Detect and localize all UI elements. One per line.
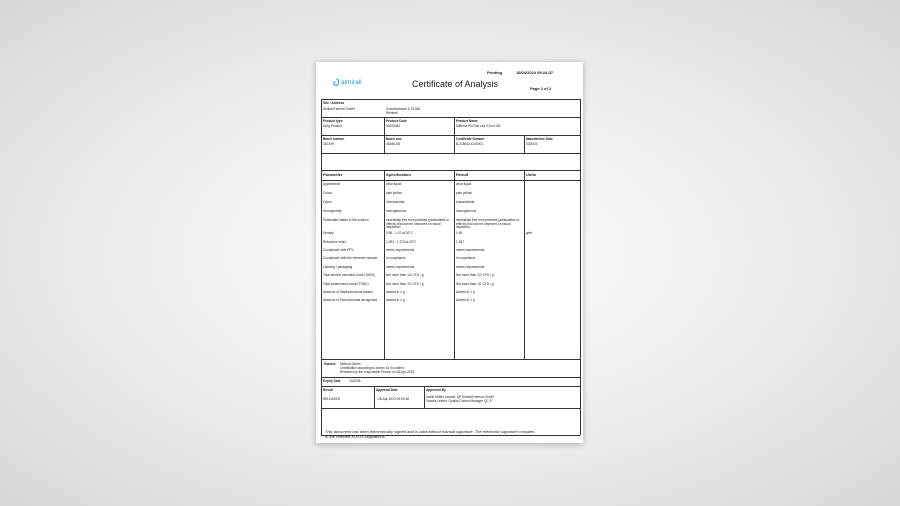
document-title: Certificate of Analysis [412, 79, 499, 89]
results-cell-parameter: Appearance [323, 182, 341, 186]
approval-date-label: Approval Date [376, 388, 398, 392]
notes-line: Certification according to Annex 16 in context [340, 366, 404, 370]
certificate-number-value: B-225642-1140001 [456, 142, 484, 146]
divider [321, 180, 580, 181]
printing-value: 18/04/2024 09:24:37 [516, 70, 554, 75]
results-cell-spec: pale yellow [386, 191, 402, 195]
column-line [424, 386, 425, 408]
results-cell-spec: 0.96 - 1.07 at 20°C [386, 231, 413, 235]
site-address-line1: Scholtzstrasse 3, 21465 [386, 107, 421, 111]
results-cell-result: pale yellow [456, 191, 472, 195]
results-cell-parameter: Absence of Staphylococcus aureus [323, 290, 373, 294]
expiry-date-value: 03/2026 [349, 379, 361, 383]
frame-left [321, 99, 322, 435]
manufacture-date-value: 03/2023 [526, 142, 538, 146]
results-cell-spec: meets requirements [386, 248, 415, 252]
divider [321, 359, 580, 360]
notes-label: Notes: [324, 361, 337, 366]
column-line [454, 170, 455, 359]
results-header-result: Result [456, 172, 469, 177]
site-label: Site / Address [323, 101, 345, 105]
footer-line: This document has been electronically signed and is valid without manual signature. The electronic signature complies [325, 429, 535, 434]
approved-by-line: Katrin Müller-Lewald, QP Almirall Hermal GmbH [426, 395, 494, 399]
results-cell-parameter: Particulate matter in the solution [323, 218, 369, 222]
approved-by-label: Approved By [426, 388, 446, 392]
results-cell-parameter: Homogeneity [323, 209, 342, 213]
footer-line: to the relevant EU/US-regulations [325, 434, 385, 439]
divider [321, 408, 580, 409]
divider [321, 117, 580, 118]
results-cell-result: characteristic [456, 200, 475, 204]
printing-label: Printing [487, 70, 503, 75]
expiry-date-label: Expiry Date [323, 379, 341, 383]
notes-line: Method Series [340, 362, 361, 366]
results-header-units: Units [526, 172, 536, 177]
column-line [374, 386, 375, 408]
page-number: Page 2 of 2 [530, 86, 552, 91]
column-line [524, 135, 525, 153]
results-cell-parameter: Total yeast/mould count (TYMC) [323, 282, 369, 286]
results-cell-parameter: Density [323, 231, 334, 235]
results-cell-spec: Absent in 1 g [386, 298, 405, 302]
product-type-label: Product type [323, 119, 343, 123]
product-name-label: Product Name [456, 119, 478, 123]
results-cell-spec: essentially free from particles (particulates or effects) that can be observed on visual inspection [386, 218, 450, 230]
site-address-line2: Reinbek [386, 111, 398, 115]
results-cell-spec: 1.390 - 1.370 at 20°C [386, 240, 417, 244]
divider [321, 170, 580, 171]
results-cell-result: meets requirements [456, 248, 485, 252]
approved-by-line: Sandra Leitner, Quality Control Manager QC-P [426, 399, 492, 403]
results-cell-result: clear liquid [456, 182, 472, 186]
result-value: RELEASED [323, 397, 341, 401]
results-cell-result: Not more than 10¹ CFU / g [456, 282, 494, 286]
results-cell-result: 0.99 [456, 231, 463, 235]
results-cell-parameter: Absence of Pseudomonas aeruginosa [323, 298, 377, 302]
results-cell-spec: Absent in 1 g [386, 290, 405, 294]
product-code-label: Product Code [386, 119, 407, 123]
divider [321, 153, 580, 154]
results-header-specification: Specification [386, 172, 411, 177]
results-cell-spec: Not more than 10¹ CFU / g [386, 282, 424, 286]
batch-size-value: 46186 UN [386, 142, 401, 146]
results-cell-result: meets requirements [456, 265, 485, 269]
results-cell-result: in compliance [456, 256, 476, 260]
results-cell-spec: Not more than 10² CFU / g [386, 273, 424, 277]
results-cell-parameter: Colour [323, 191, 333, 195]
logo-text: almirall [341, 79, 362, 86]
results-cell-result: Absent in 1 g [456, 290, 475, 294]
batch-number-value: 310209 [323, 142, 334, 146]
batch-number-label: Batch number [323, 137, 345, 141]
results-cell-unit: g/ml [526, 231, 533, 235]
divider [321, 99, 580, 100]
manufacture-date-label: Manufacture Date [526, 137, 553, 141]
certificate-page [316, 62, 583, 443]
results-cell-parameter: Labeling / packaging [323, 265, 353, 269]
results-cell-parameter: Refractive Index [323, 240, 347, 244]
divider [321, 386, 580, 387]
results-cell-spec: characteristic [386, 200, 405, 204]
result-label: Result [323, 388, 333, 392]
column-line [384, 170, 385, 359]
product-code-value: 00000481 [386, 124, 401, 128]
frame-right [580, 99, 581, 435]
results-cell-spec: clear liquid [386, 182, 402, 186]
divider [321, 135, 580, 136]
approval-date-value: 28-Apr-2023 09:09:46 [378, 397, 410, 401]
results-cell-result: Not more than 10² CFU / g [456, 273, 494, 277]
results-cell-spec: meets requirements [386, 265, 415, 269]
results-cell-parameter: Compliance with PPV [323, 248, 354, 252]
product-type-value: Drug Product [323, 124, 342, 128]
results-cell-parameter: Compliance with the reference sample [323, 256, 378, 260]
results-cell-parameter: Total aerobic microbial count (TAMC) [323, 273, 376, 277]
results-cell-result: 1.387 [456, 240, 464, 244]
notes-line: Released by the responsible Person on 28-Apr-2023 [340, 370, 415, 374]
divider [321, 377, 580, 378]
almirall-logo-icon [333, 78, 340, 86]
results-cell-result: Absent in 1 g [456, 298, 475, 302]
column-line [524, 170, 525, 359]
results-header-parameter: Parameter [323, 172, 343, 177]
certificate-number-label: Certificate Number [456, 137, 485, 141]
results-cell-spec: in compliance [386, 256, 406, 260]
results-cell-result: essentially free from particles (particulates or effects) that can be observed on visual inspection [456, 218, 520, 230]
product-name-value: Siffizma PN Roll Leq 0,5 ml DB [456, 124, 501, 128]
batch-size-label: Batch size [386, 137, 402, 141]
site-value: Almirall Hermal GmbH [323, 107, 355, 111]
results-cell-parameter: Odour [323, 200, 332, 204]
results-cell-spec: homogeneous [386, 209, 407, 213]
results-cell-result: homogeneous [456, 209, 477, 213]
